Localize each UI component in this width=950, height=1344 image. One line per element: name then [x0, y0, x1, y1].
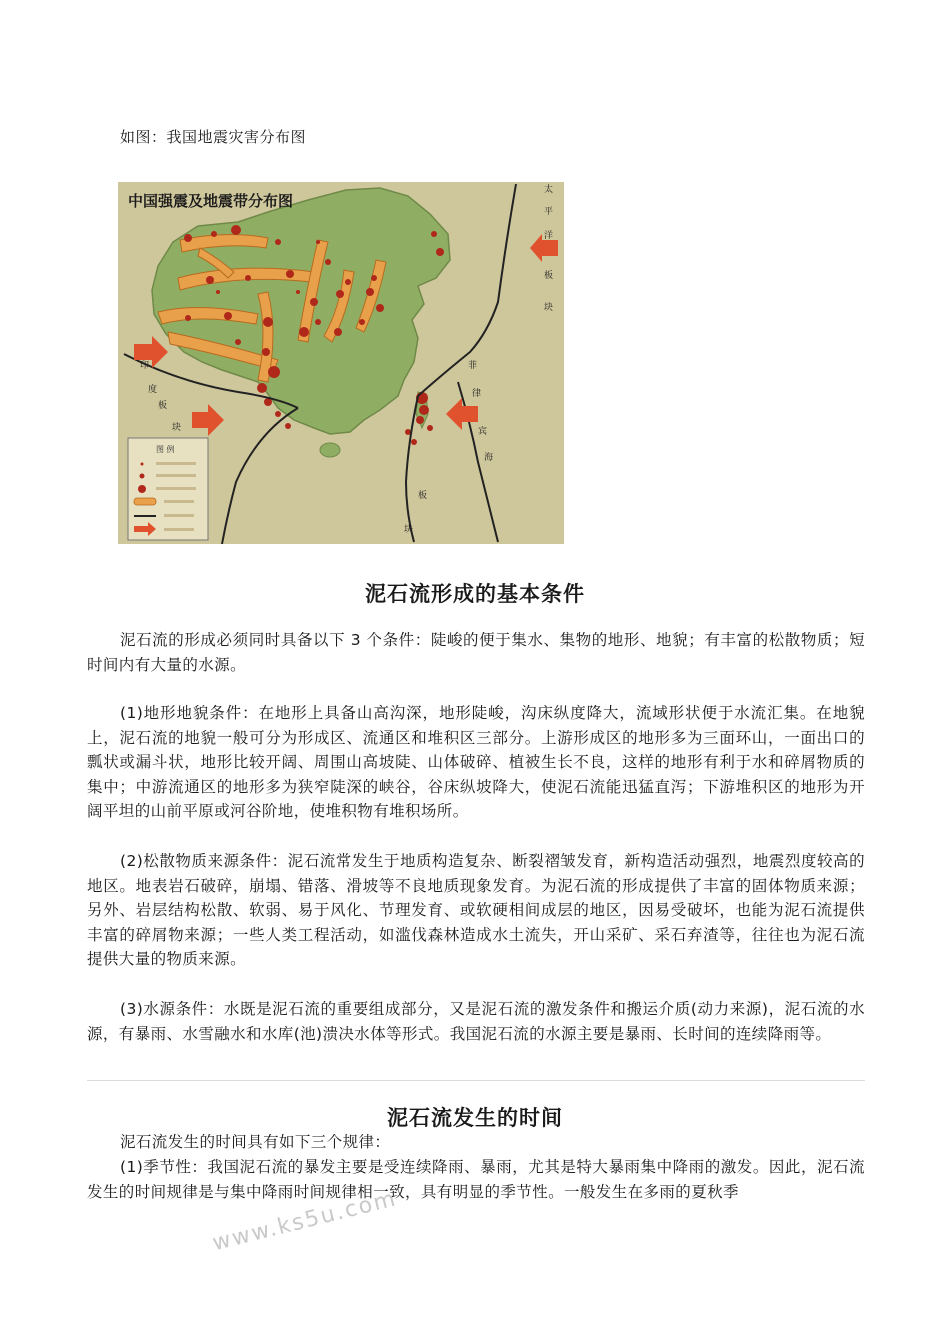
map-legend [128, 438, 208, 540]
section-title-formation-conditions: 泥石流形成的基本条件 [365, 582, 585, 606]
figure-caption: 如图：我国地震灾害分布图 [120, 128, 307, 146]
earthquake-distribution-map [118, 182, 564, 544]
pacific-plate-char-5: 块 [544, 303, 554, 313]
hainan-island [320, 443, 340, 457]
philippine-plate-char-5: 板 [418, 491, 428, 501]
pacific-plate-char-3: 洋 [544, 231, 554, 241]
paragraph-water-condition: (3)水源条件：水既是泥石流的重要组成部分，又是泥石流的激发条件和搬运介质(动力来源)，泥石流的水源，有暴雨、水雪融水和水库(池)溃决水体等形式。我国泥石流的水源主要是暴雨、长时间的连续降雨等。 [87, 1000, 865, 1043]
section-title-occurrence-time: 泥石流发生的时间 [387, 1106, 563, 1130]
pacific-plate-char-2: 平 [544, 207, 554, 217]
paragraph-material-condition: (2)松散物质来源条件：泥石流常发生于地质构造复杂、断裂褶皱发育，新构造活动强烈，地震烈度较高的地区。地表岩石破碎，崩塌、错落、滑坡等不良地质现象发育。为泥石流的形成提供了丰富的固体物质来源；另外、岩层结构松散、软弱、易于风化、节理发育、或软硬相间成层的地区，因易受破坏，也能为泥石流提供丰富的碎屑物来源；一些人类工程活动，如滥伐森林造成水土流失，开山采矿、采石弃渣等，往往也为泥石流提供大量的物质来源。 [87, 852, 865, 969]
watermark: www.ks5u.com [210, 1186, 400, 1257]
philippine-plate-char-4: 海 [484, 453, 494, 463]
philippine-plate-char-3: 宾 [478, 427, 488, 437]
section-divider [87, 1080, 865, 1081]
map-title: 中国强震及地震带分布图 [128, 192, 294, 210]
paragraph-time-intro: 泥石流发生的时间具有如下三个规律： [120, 1133, 391, 1151]
paragraph-formation-intro: 泥石流的形成必须同时具备以下 3 个条件：陡峻的便于集水、集物的地形、地貌；有丰富的松散物质；短时间内有大量的水源。 [87, 631, 865, 674]
philippine-plate-char-2: 律 [472, 389, 482, 399]
map-legend-title: 图 例 [156, 445, 175, 454]
pacific-plate-char-4: 板 [544, 271, 554, 281]
pacific-plate-char-1: 太 [544, 185, 554, 195]
indian-plate-char-3: 板 [158, 401, 168, 411]
paragraph-terrain-condition: (1)地形地貌条件：在地形上具备山高沟深，地形陡峻，沟床纵度降大，流域形状便于水流汇集。在地貌上，泥石流的地貌一般可分为形成区、流通区和堆积区三部分。上游形成区的地形多为三面环山，一面出口的瓢状或漏斗状，地形比较开阔、周围山高坡陡、山体破碎、植被生长不良，这样的地形有利于水和碎屑物质的集中；中游流通区的地形多为狭窄陡深的峡谷，谷床纵坡降大，使泥石流能迅猛直泻；下游堆积区的地形为开阔平坦的山前平原或河谷阶地，使堆积物有堆积场所。 [87, 704, 865, 821]
philippine-plate-char-6: 块 [404, 525, 414, 535]
philippine-plate-char-1: 菲 [468, 361, 478, 371]
indian-plate-char-2: 度 [148, 385, 158, 395]
indian-plate-char-4: 块 [172, 423, 182, 433]
indian-plate-char-1: 印 [140, 361, 150, 371]
paragraph-seasonality: (1)季节性：我国泥石流的暴发主要是受连续降雨、暴雨，尤其是特大暴雨集中降雨的激发。因此，泥石流发生的时间规律是与集中降雨时间规律相一致，具有明显的季节性。一般发生在多雨的夏秋季 [87, 1158, 865, 1201]
